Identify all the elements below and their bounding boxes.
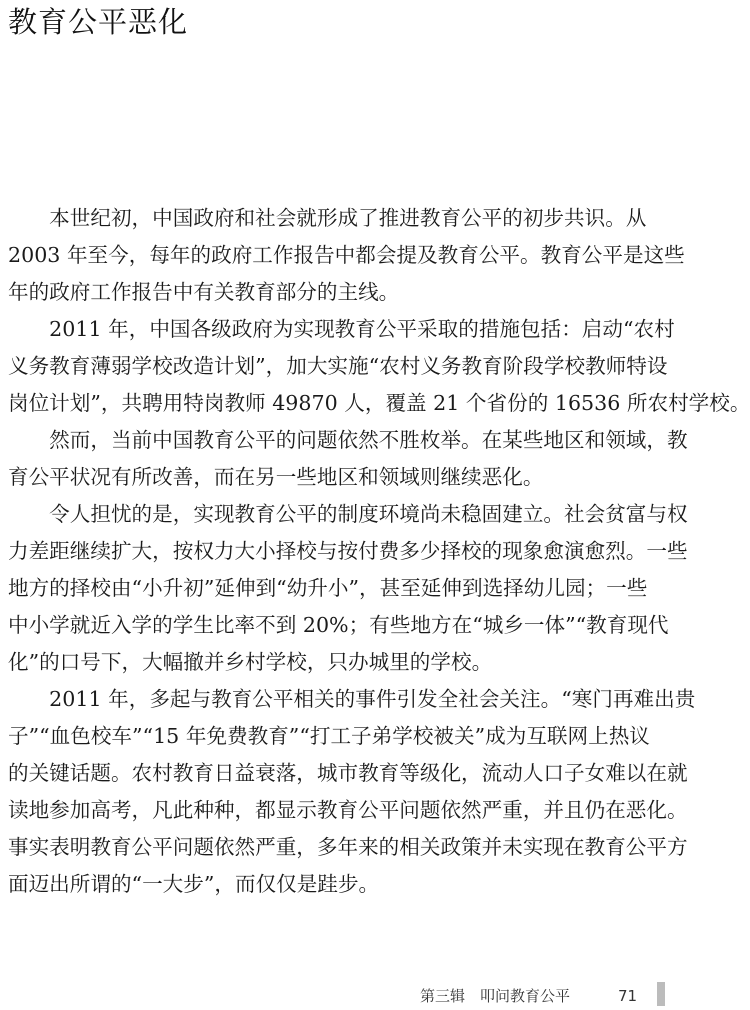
text-line: 子”“血色校车”“15 年免费教育”“打工子弟学校被关”成为互联网上热议 (8, 724, 650, 748)
text-line: 令人担忧的是，实现教育公平的制度环境尚未稳固建立。社会贫富与权 (8, 502, 688, 526)
text-line: 力差距继续扩大，按权力大小择校与按付费多少择校的现象愈演愈烈。一些 (8, 539, 688, 563)
page-edge-marker (657, 982, 665, 1006)
text-line: 读地参加高考，凡此种种，都显示教育公平问题依然严重，并且仍在恶化。 (8, 798, 688, 822)
text-line: 中小学就近入学的学生比率不到 20%；有些地方在“城乡一体”“教育现代 (8, 613, 669, 637)
text-line: 的关键话题。农村教育日益衰落，城市教育等级化，流动人口子女难以在就 (8, 761, 688, 785)
text-line: 义务教育薄弱学校改造计划”，加大实施“农村义务教育阶段学校教师特设 (8, 354, 668, 378)
footer-section-title: 第三辑 叩问教育公平 (420, 987, 571, 1005)
page-number: 71 (618, 987, 638, 1005)
text-line: 岗位计划”，共聘用特岗教师 49870 人，覆盖 21 个省份的 16536 所农村学校。 (8, 391, 750, 415)
page-footer (0, 982, 680, 1010)
text-line: 地方的择校由“小升初”延伸到“幼升小”，甚至延伸到选择幼儿园；一些 (8, 576, 648, 600)
text-line: 然而，当前中国教育公平的问题依然不胜枚举。在某些地区和领域，教 (8, 428, 688, 452)
text-line: 事实表明教育公平问题依然严重，多年来的相关政策并未实现在教育公平方 (8, 835, 688, 859)
text-line: 化”的口号下，大幅撤并乡村学校，只办城里的学校。 (8, 650, 493, 674)
text-line: 本世纪初，中国政府和社会就形成了推进教育公平的初步共识。从 (8, 206, 647, 230)
body-text (8, 200, 750, 903)
text-line: 2011 年，中国各级政府为实现教育公平采取的措施包括：启动“农村 (8, 317, 675, 341)
text-line: 2011 年，多起与教育公平相关的事件引发全社会关注。“寒门再难出贵 (8, 687, 696, 711)
text-line: 面迈出所谓的“一大步”，而仅仅是跬步。 (8, 872, 380, 896)
text-line: 2003 年至今，每年的政府工作报告中都会提及教育公平。教育公平是这些 (8, 243, 685, 267)
text-line: 年的政府工作报告中有关教育部分的主线。 (8, 280, 400, 304)
text-line: 育公平状况有所改善，而在另一些地区和领域则继续恶化。 (8, 465, 544, 489)
page-title: 教育公平恶化 (8, 5, 189, 39)
